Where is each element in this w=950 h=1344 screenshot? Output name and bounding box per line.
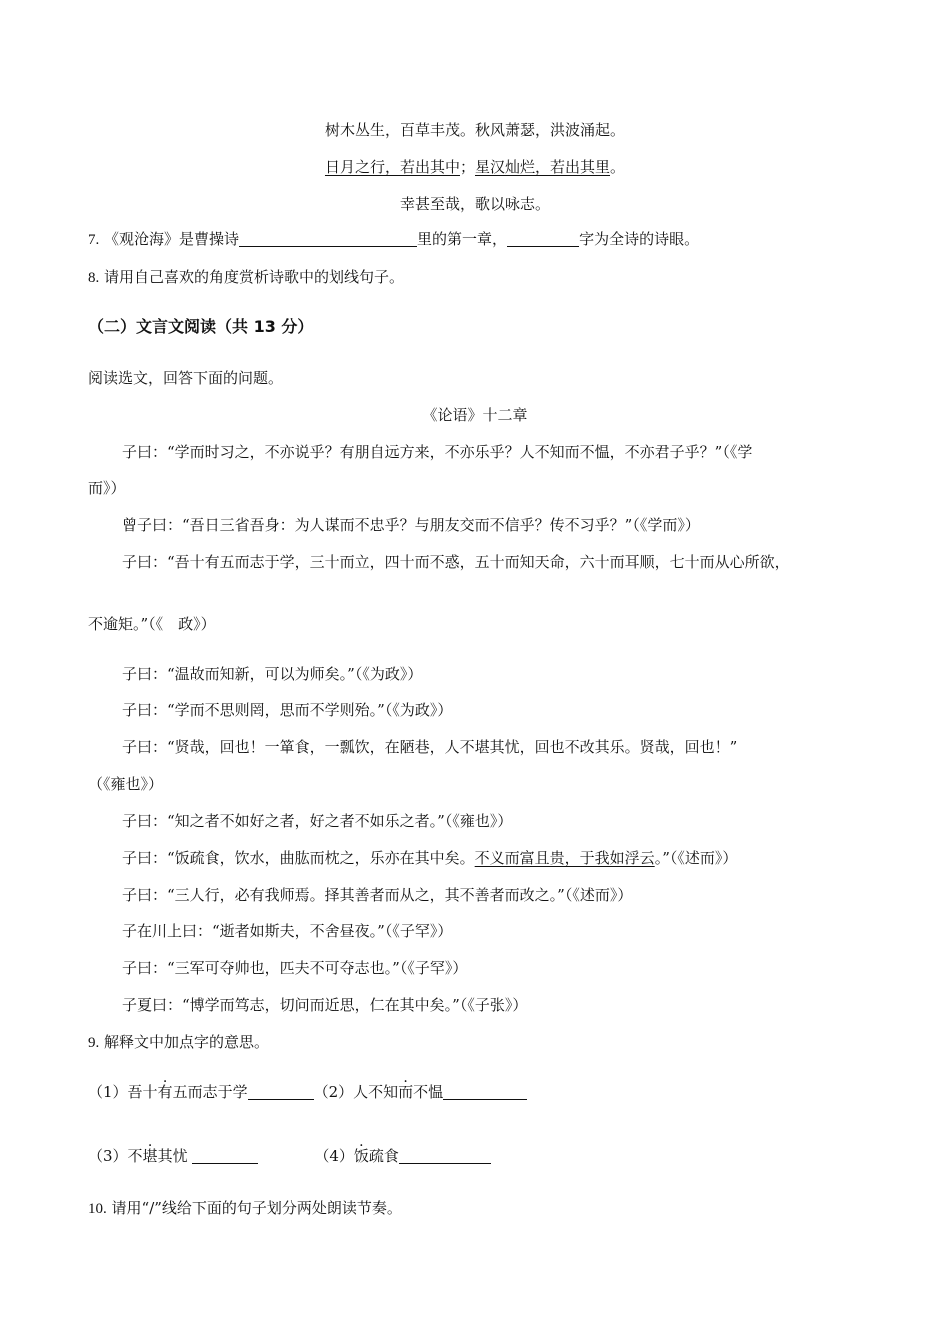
- dotted-char-2: 而: [398, 1083, 414, 1101]
- q7-text-a: 《观沧海》是曹操诗: [104, 230, 240, 248]
- answer-blank-collection[interactable]: [239, 230, 417, 247]
- q10-text: 请用“/”线给下面的句子划分两处朗读节奏。: [111, 1199, 402, 1217]
- question-10: [88, 1198, 402, 1219]
- passage-paragraph-7: 子曰：“知之者不如好之者，好之者不如乐之者。”（《雍也》）: [122, 812, 513, 830]
- p8-text-a: 子曰：“饭疏食，饮水，曲肱而枕之，乐亦在其中矣。: [122, 849, 475, 867]
- passage-paragraph-11: 子曰：“三军可夺帅也，匹夫不可夺志也。”（《子罕》）: [122, 959, 468, 977]
- section-heading: [88, 317, 313, 337]
- poem-line-3: 幸甚至哉，歌以咏志。: [399, 195, 550, 213]
- passage-paragraph-1: 子曰：“学而时习之，不亦说乎？有朋自远方来，不亦乐乎？人不知而不愠，不亦君子乎？”（《学: [122, 443, 753, 461]
- dotted-char-4: 饭: [353, 1147, 369, 1165]
- poem-underlined-1: 日月之行，若出其中: [324, 158, 460, 176]
- question-number: 8.: [88, 270, 100, 286]
- passage-paragraph-3-cont: 不逾矩。”（《 政》）: [88, 615, 216, 633]
- question-9: [88, 1032, 269, 1053]
- question-7: [88, 229, 699, 250]
- passage-paragraph-5: 子曰：“学而不思则罔，思而不学则殆。”（《为政》）: [122, 701, 453, 719]
- poem-end: 。: [610, 158, 626, 176]
- section-title-b: 分）: [275, 317, 314, 336]
- passage-paragraph-8: [122, 848, 737, 868]
- q9-item-1-pre: （1）吾十: [88, 1083, 158, 1101]
- poem-line-1: 树木丛生，百草丰茂。秋风萧瑟，洪波涌起。: [324, 121, 625, 139]
- answer-blank-3[interactable]: [192, 1147, 258, 1164]
- passage-paragraph-10: 子在川上曰：“逝者如斯夫，不舍昼夜。”（《子罕》）: [122, 922, 453, 940]
- answer-blank-1[interactable]: [248, 1083, 314, 1100]
- q9-item-4-pre: （4）: [314, 1147, 354, 1165]
- q9-item-4-post: 疏食: [368, 1147, 399, 1165]
- reading-instruction: 阅读选文，回答下面的问题。: [88, 369, 284, 387]
- q7-text-c: 字为全诗的诗眼。: [579, 230, 700, 248]
- passage-paragraph-6-cont: （《雍也》）: [88, 775, 164, 793]
- q9-item-2-post: 不愠: [413, 1083, 444, 1101]
- answer-blank-2[interactable]: [443, 1083, 527, 1100]
- q9-items-row-1: [88, 1082, 527, 1102]
- dotted-char-1: 有: [157, 1083, 173, 1101]
- question-number: 10.: [88, 1201, 107, 1217]
- q7-text-b: 里的第一章，: [417, 230, 508, 248]
- question-number: 7.: [88, 232, 100, 248]
- poem-underlined-2: 星汉灿烂，若出其里: [475, 158, 611, 176]
- section-title-a: （二）文言文阅读（共: [88, 317, 254, 336]
- p8-text-b: 。”（《述而》）: [654, 849, 738, 867]
- answer-blank-keyword[interactable]: [507, 230, 579, 247]
- dotted-char-3: 堪: [142, 1147, 158, 1165]
- q9-item-3-post: 其忧: [157, 1147, 188, 1165]
- passage-title: 《论语》十二章: [422, 406, 528, 424]
- answer-blank-4[interactable]: [399, 1147, 491, 1164]
- passage-paragraph-3: 子曰：“吾十有五而志于学，三十而立，四十而不惑，五十而知天命，六十而耳顺，七十而从心所欲，: [122, 553, 790, 571]
- passage-paragraph-1-cont: 而》）: [88, 479, 126, 497]
- passage-paragraph-4: 子曰：“温故而知新，可以为师矣。”（《为政》）: [122, 665, 423, 683]
- q9-item-2-pre: （2）人不知: [313, 1083, 399, 1101]
- passage-paragraph-9: 子曰：“三人行，必有我师焉。择其善者而从之，其不善者而改之。”（《述而》）: [122, 886, 633, 904]
- p8-underlined: 不义而富且贵，于我如浮云: [474, 849, 655, 867]
- passage-paragraph-6: 子曰：“贤哉，回也！一箪食，一瓢饮，在陋巷，人不堪其忧，回也不改其乐。贤哉，回也！”: [122, 738, 738, 756]
- poem-sep: ；: [459, 158, 475, 176]
- q8-text: 请用自己喜欢的角度赏析诗歌中的划线句子。: [104, 268, 405, 286]
- question-number: 9.: [88, 1035, 100, 1051]
- passage-paragraph-12: 子夏曰：“博学而笃志，切问而近思，仁在其中矣。”（《子张》）: [122, 996, 528, 1014]
- question-8: [88, 267, 404, 288]
- q9-item-3-pre: （3）不: [88, 1147, 143, 1165]
- q9-items-row-2: [88, 1146, 491, 1166]
- poem-line-2: [0, 157, 950, 177]
- q9-item-1-post: 五而志于学: [172, 1083, 248, 1101]
- section-score: 13: [253, 317, 276, 336]
- q9-text: 解释文中加点字的意思。: [104, 1033, 270, 1051]
- passage-paragraph-2: 曾子曰：“吾日三省吾身：为人谋而不忠乎？与朋友交而不信乎？传不习乎？”（《学而》）: [122, 516, 700, 534]
